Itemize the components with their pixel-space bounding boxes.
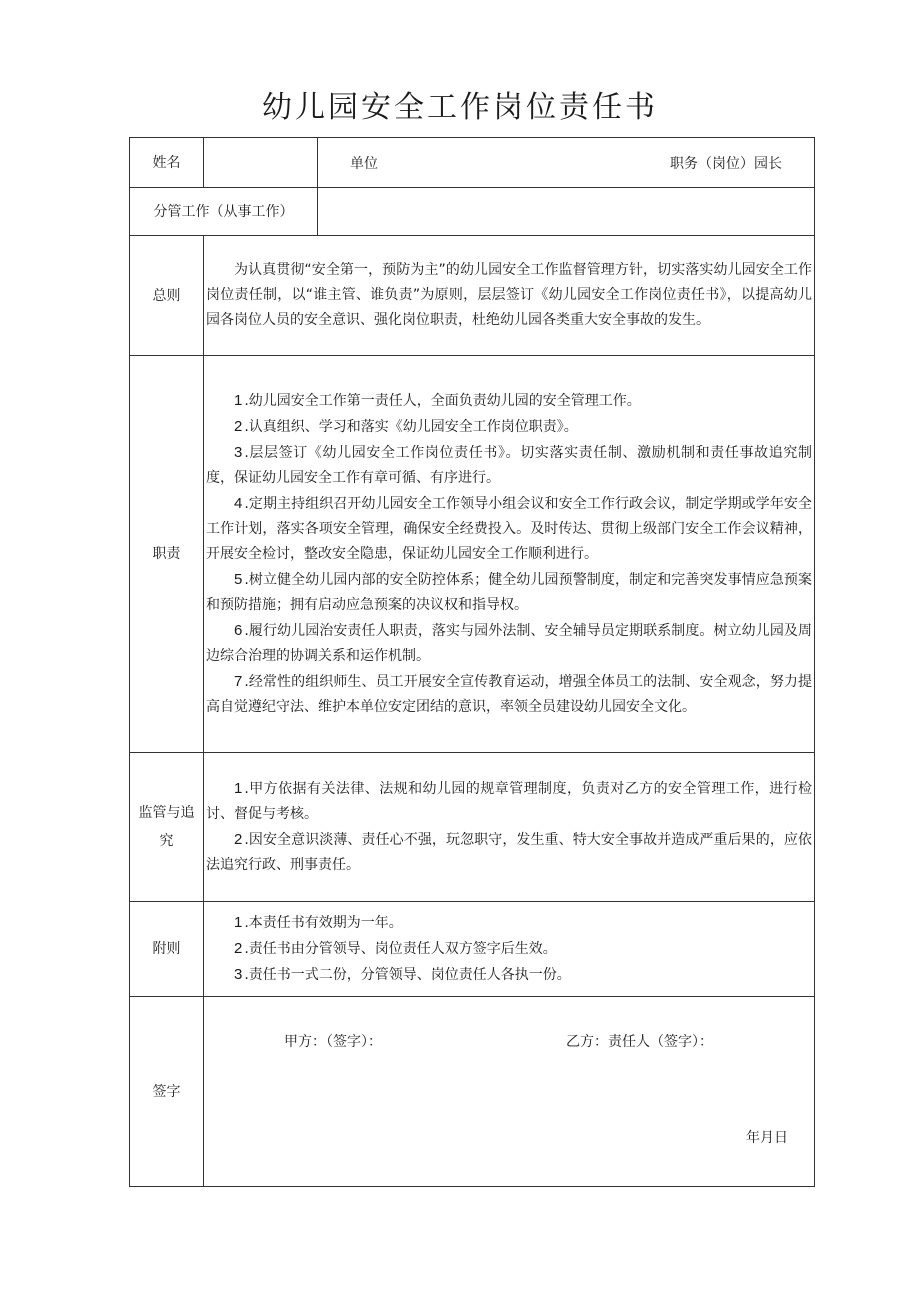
- duties-label-cell: 职责: [130, 356, 204, 753]
- position-label: 职务（岗位）园长: [670, 155, 782, 172]
- supervision-label-cell: 监管与追究: [130, 753, 204, 902]
- header-row-1: [130, 138, 815, 188]
- unit-label: 单位: [350, 155, 378, 172]
- duty-item: 6 .履行幼儿园治安责任人职责，落实与园外法制、安全辅导员定期联系制度。树立幼儿园及周边综合治理的协调关系和运作机制。: [206, 622, 812, 664]
- duty-item: 7 .经常性的组织师生、员工开展安全宣传教育运动，增强全体员工的法制、安全观念，努力提高自觉遵纪守法、维护本单位安定团结的意识，率领全员建设幼儿园安全文化。: [206, 673, 812, 715]
- appendix-text-cell: [204, 902, 815, 997]
- party-b-signature: 乙方：责任人（签字）：: [566, 1034, 713, 1050]
- appendix-item: 1 .本责任书有效期为一年。: [234, 914, 403, 931]
- responsibility-table: [129, 137, 815, 1187]
- duties-row: [130, 356, 815, 753]
- duty-item: 1 .幼儿园安全工作第一责任人，全面负责幼儿园的安全管理工作。: [234, 392, 641, 409]
- signature-label-cell: 签字: [130, 997, 204, 1187]
- appendix-item: 2 .责任书由分管领导、岗位责任人双方签字后生效。: [234, 940, 557, 957]
- appendix-label-cell: 附则: [130, 902, 204, 997]
- general-label-cell: 总则: [130, 236, 204, 356]
- unit-position-cell: [318, 138, 815, 188]
- party-a-signature: 甲方：（签字）：: [284, 1034, 382, 1050]
- name-value-cell: [204, 138, 318, 188]
- page-title: 幼儿园安全工作岗位责任书: [262, 90, 658, 125]
- duty-item: 5 .树立健全幼儿园内部的安全防控体系；健全幼儿园预警制度，制定和完善突发事情应急预案和预防措施；拥有启动应急预案的决议权和指导权。: [206, 571, 812, 613]
- signature-area: [204, 997, 815, 1187]
- duty-item: 4 .定期主持组织召开幼儿园安全工作领导小组会议和安全工作行政会议，制定学期或学年安全工作计划，落实各项安全管理，确保安全经费投入。及时传达、贯彻上级部门安全工作会议精神，开展安全检讨，整改安全隐患，保证幼儿园安全工作顺利进行。: [206, 495, 812, 562]
- duty-item: 3 .层层签订《幼儿园安全工作岗位责任书》。切实落实责任制、激励机制和责任事故追究制度，保证幼儿园安全工作有章可循、有序进行。: [206, 444, 812, 486]
- appendix-row: [130, 902, 815, 997]
- general-paragraph: 为认真贯彻“安全第一，预防为主”的幼儿园安全工作监督管理方针，切实落实幼儿园安全工作岗位责任制，以“谁主管、谁负责”为原则，层层签订《幼儿园安全工作岗位责任书》，以提高幼儿园各岗位人员的安全意识、强化岗位职责，杜绝幼儿园各类重大安全事故的发生。: [206, 262, 812, 328]
- signature-row: [130, 997, 815, 1187]
- work-value-cell: [318, 188, 815, 236]
- name-label-cell: 姓名: [130, 138, 204, 188]
- work-label-cell: 分管工作（从事工作）: [130, 188, 318, 236]
- appendix-item: 3 .责任书一式二份，分管领导、岗位责任人各执一份。: [234, 966, 571, 983]
- duty-item: 2 .认真组织、学习和落实《幼儿园安全工作岗位职责》。: [234, 418, 578, 435]
- general-row: [130, 236, 815, 356]
- supervision-item: 1 .甲方依据有关法律、法规和幼儿园的规章管理制度，负责对乙方的安全管理工作，进行检讨、督促与考核。: [206, 780, 812, 822]
- supervision-row: [130, 753, 815, 902]
- general-text-cell: [204, 236, 815, 356]
- supervision-text-cell: [204, 753, 815, 902]
- header-row-2: [130, 188, 815, 236]
- duties-text-cell: [204, 356, 815, 753]
- supervision-item: 2 .因安全意识淡薄、责任心不强，玩忽职守，发生重、特大安全事故并造成严重后果的，应依法追究行政、刑事责任。: [206, 831, 812, 873]
- signature-date: 年月日: [746, 1130, 788, 1146]
